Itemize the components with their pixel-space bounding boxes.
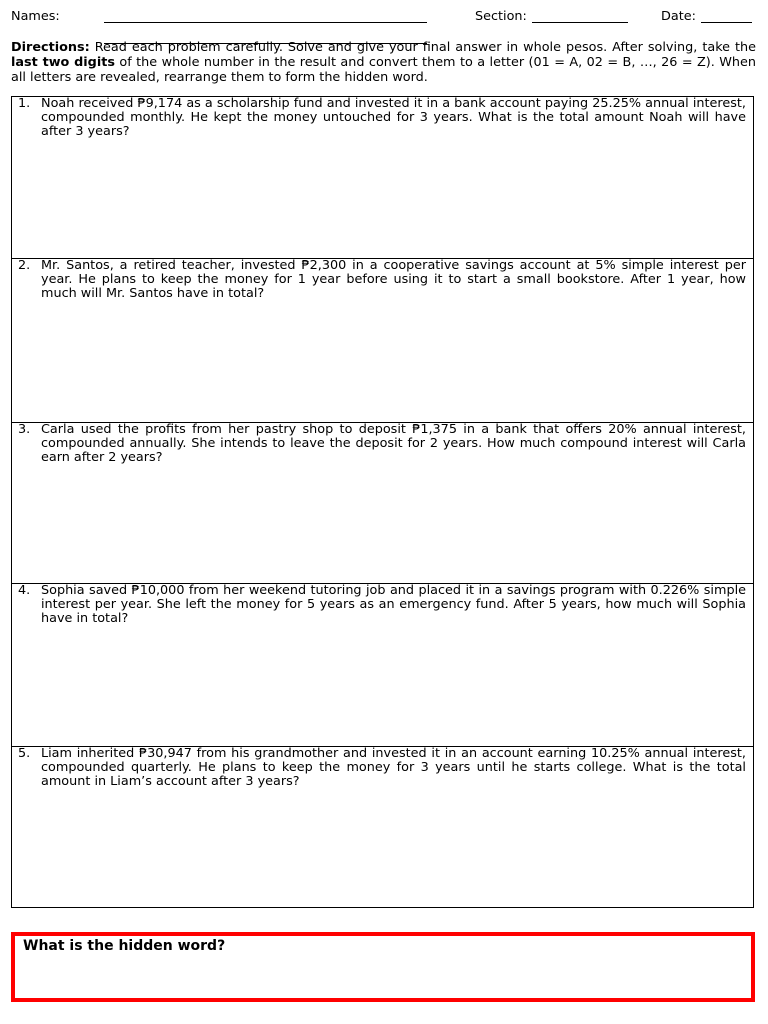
directions-text-1: Read each problem carefully. Solve and give your final answer in whole pesos. After solving, take the [89, 40, 756, 55]
problem-5[interactable] [12, 747, 753, 907]
problems-table [11, 96, 754, 908]
problem-number: 5. [18, 746, 31, 761]
problem-3[interactable] [12, 423, 753, 584]
names-blank-line-1[interactable] [104, 9, 427, 23]
problem-text: Sophia saved ₱10,000 from her weekend tutoring job and placed it in a savings program with 0.226% simple interest per year. She left the money for 5 years as an emergency fund. After 5 years, how much will Sophia have in total? [41, 583, 746, 626]
directions-text-2: of the whole number in the result and convert them to a letter (01 = A, 02 = B, …, 26 = Z). When all letters are revealed, rearrange them to form the hidden word. [11, 55, 756, 85]
hidden-word-box[interactable] [11, 932, 755, 1002]
section-field[interactable] [532, 22, 628, 23]
date-field[interactable] [701, 22, 752, 23]
problem-2[interactable] [12, 259, 753, 423]
directions-emphasis: last two digits [11, 55, 115, 70]
problem-text: Noah received ₱9,174 as a scholarship fund and invested it in a bank account paying 25.25% annual interest, compounded monthly. He kept the money untouched for 3 years. What is the total amount Noah will have after 3 years? [41, 96, 746, 139]
problem-number: 2. [18, 258, 31, 273]
directions-paragraph [11, 40, 756, 85]
problem-number: 4. [18, 583, 31, 598]
hidden-word-question: What is the hidden word? [23, 938, 226, 954]
names-label: Names: [11, 9, 60, 24]
problem-number: 3. [18, 422, 31, 437]
problem-number: 1. [18, 96, 31, 111]
names-field[interactable] [104, 9, 427, 44]
problem-1[interactable] [12, 97, 753, 259]
directions-lead: Directions: [11, 40, 90, 55]
problem-text: Carla used the profits from her pastry shop to deposit ₱1,375 in a bank that offers 20% annual interest, compounded annually. She intends to leave the deposit for 2 years. How much compound interest will Carla earn after 2 years? [41, 422, 746, 465]
problem-text: Mr. Santos, a retired teacher, invested ₱2,300 in a cooperative savings account at 5% simple interest per year. He plans to keep the money for 1 year before using it to start a small bookstore. After 1 year, how much will Mr. Santos have in total? [41, 258, 746, 301]
worksheet-header [11, 9, 756, 39]
problem-4[interactable] [12, 584, 753, 747]
problem-text: Liam inherited ₱30,947 from his grandmother and invested it in an account earning 10.25% annual interest, compounded quarterly. He plans to keep the money for 3 years until he starts college. What is the total amount in Liam’s account after 3 years? [41, 746, 746, 789]
section-label: Section: [475, 9, 527, 24]
date-label: Date: [661, 9, 696, 24]
